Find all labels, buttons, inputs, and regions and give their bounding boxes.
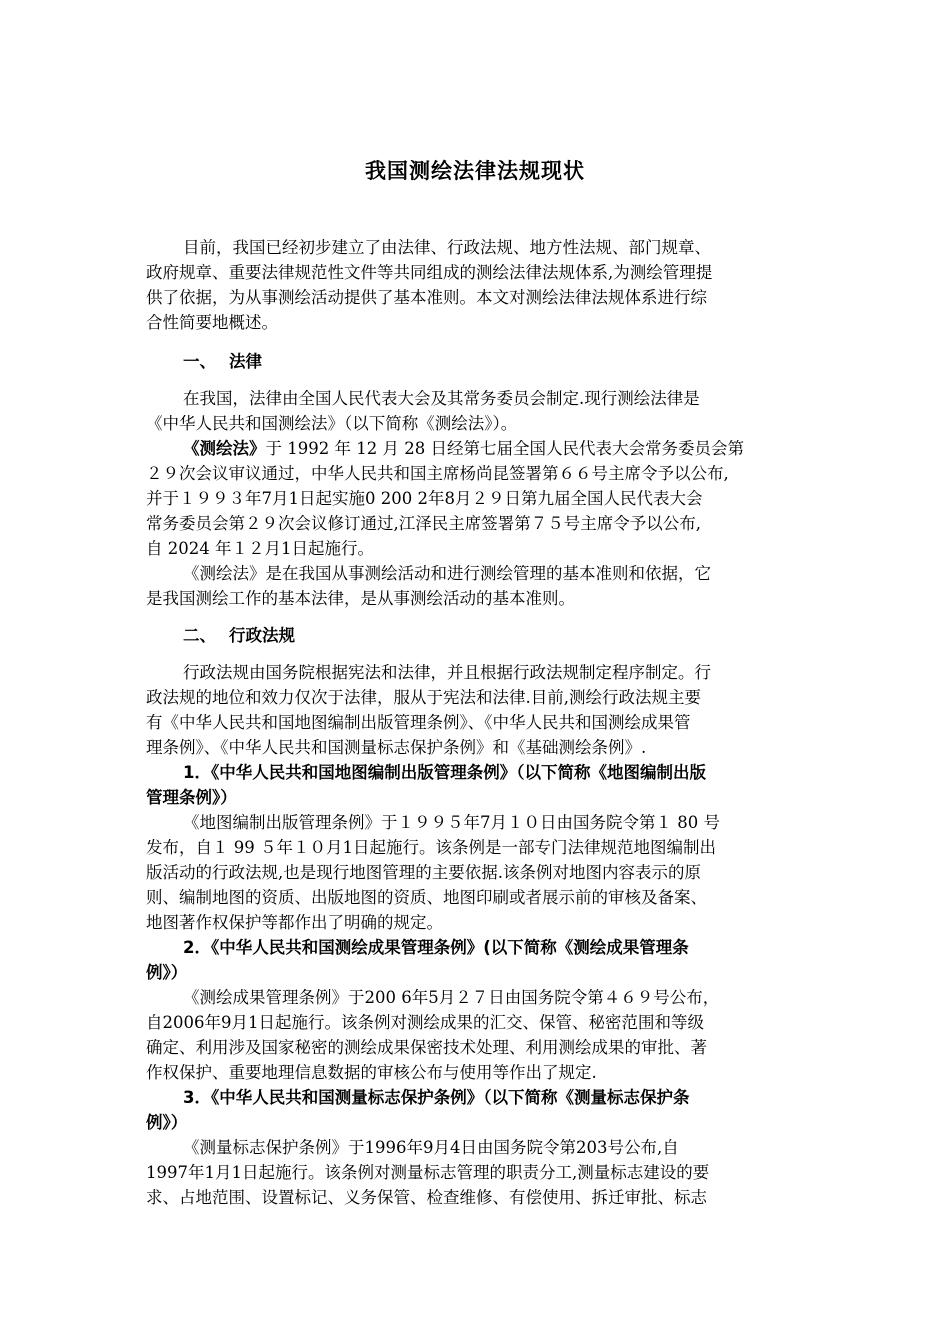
item-heading: 3．《中华人民共和国测量标志保护条例》（以下简称《测量标志保护条 [183, 1088, 690, 1107]
item-heading: 管理条例》） [146, 788, 237, 807]
intro-line: 供了依据，为从事测绘活动提供了基本准则。本文对测绘法律法规体系进行综 [146, 288, 707, 307]
paragraph-line: 理条例》、《中华人民共和国测量标志保护条例》和《基础测绘条例》. [146, 738, 647, 757]
intro-line: 合性简要地概述。 [146, 313, 278, 332]
paragraph-line: 《测绘成果管理条例》于200 6年5月２７日由国务院令第４６９号公布， [183, 988, 720, 1007]
paragraph-line: 常务委员会第２９次会议修订通过,江泽民主席签署第７５号主席令予以公布, [146, 514, 701, 533]
section-heading-law [183, 350, 262, 374]
paragraph-line: 《测绘法》于 1992 年 12 月 28 日经第七届全国人民代表大会常务委员会第 [183, 439, 744, 458]
paragraph-line: 求、占地范围、设置标记、义务保管、检查维修、有偿使用、拆迁审批、标志 [146, 1188, 707, 1207]
paragraph-line: 地图著作权保护等都作出了明确的规定。 [146, 913, 443, 932]
paragraph-line: 政法规的地位和效力仅次于法律，服从于宪法和法律.目前,测绘行政法规主要 [146, 688, 701, 707]
intro-line: 政府规章、重要法律规范性文件等共同组成的测绘法律法规体系,为测绘管理提 [146, 263, 713, 282]
law-name-bold: 《测绘法》 [183, 439, 266, 458]
section-number: 二、 [183, 626, 216, 645]
document-title: 我国测绘法律法规现状 [365, 159, 585, 183]
item-heading: 例》） [146, 963, 188, 982]
paragraph-line: 是我国测绘工作的基本法律，是从事测绘活动的基本准则。 [146, 589, 575, 608]
paragraph-line: 确定、利用涉及国家秘密的测绘成果保密技术处理、利用测绘成果的审批、著 [146, 1038, 707, 1057]
paragraph-line: 《测量标志保护条例》于1996年9月4日由国务院令第203号公布,自 [183, 1138, 679, 1157]
paragraph-line: 《测绘法》是在我国从事测绘活动和进行测绘管理的基本准则和依据，它 [183, 564, 711, 583]
section-number: 一、 [183, 352, 216, 371]
paragraph-line: 自2006年9月1日起施行。该条例对测绘成果的汇交、保管、秘密范围和等级 [146, 1013, 704, 1032]
paragraph-line: ２９次会议审议通过，中华人民共和国主席杨尚昆签署第６６号主席令予以公布, [146, 464, 729, 483]
section-title: 法律 [229, 352, 262, 371]
paragraph-line: 《中华人民共和国测绘法》（以下简称《测绘法》）。 [146, 414, 518, 433]
paragraph-line: 《地图编制出版管理条例》于１９９５年7月１０日由国务院令第１ 80 号 [183, 813, 720, 832]
paragraph-line: 发布，自１ 99 ５年１０月1日起施行。该条例是一部专门法律规范地图编制出 [146, 838, 716, 857]
paragraph-line: 并于１９９３年7月1日起实施0 200 2年8月２９日第九届全国人民代表大会 [146, 489, 703, 508]
paragraph-line: 版活动的行政法规,也是现行地图管理的主要依据.该条例对地图内容表示的原 [146, 863, 701, 882]
paragraph-line: 在我国，法律由全国人民代表大会及其常务委员会制定.现行测绘法律是 [183, 389, 700, 408]
section-title: 行政法规 [229, 626, 295, 645]
paragraph-line: 作权保护、重要地理信息数据的审核公布与使用等作出了规定. [146, 1063, 597, 1082]
paragraph-line: 1997年1月1日起施行。该条例对测量标志管理的职责分工,测量标志建设的要 [146, 1163, 710, 1182]
item-heading: 例》） [146, 1113, 188, 1132]
item-heading: 1．《中华人民共和国地图编制出版管理条例》（以下简称《地图编制出版 [183, 763, 706, 782]
item-heading: 2．《中华人民共和国测绘成果管理条例》(以下简称《测绘成果管理条 [183, 938, 689, 957]
paragraph-line: 则、编制地图的资质、出版地图的资质、地图印刷或者展示前的审核及备案、 [146, 888, 707, 907]
paragraph-line: 自 2024 年１２月1日起施行。 [146, 539, 374, 558]
intro-line: 目前，我国已经初步建立了由法律、行政法规、地方性法规、部门规章、 [183, 238, 711, 257]
section-heading-regulations [183, 624, 295, 648]
paragraph-line: 行政法规由国务院根据宪法和法律，并且根据行政法规制定程序制定。行 [183, 663, 711, 682]
paragraph-line: 有《中华人民共和国地图编制出版管理条例》、《中华人民共和国测绘成果管 [146, 713, 691, 732]
